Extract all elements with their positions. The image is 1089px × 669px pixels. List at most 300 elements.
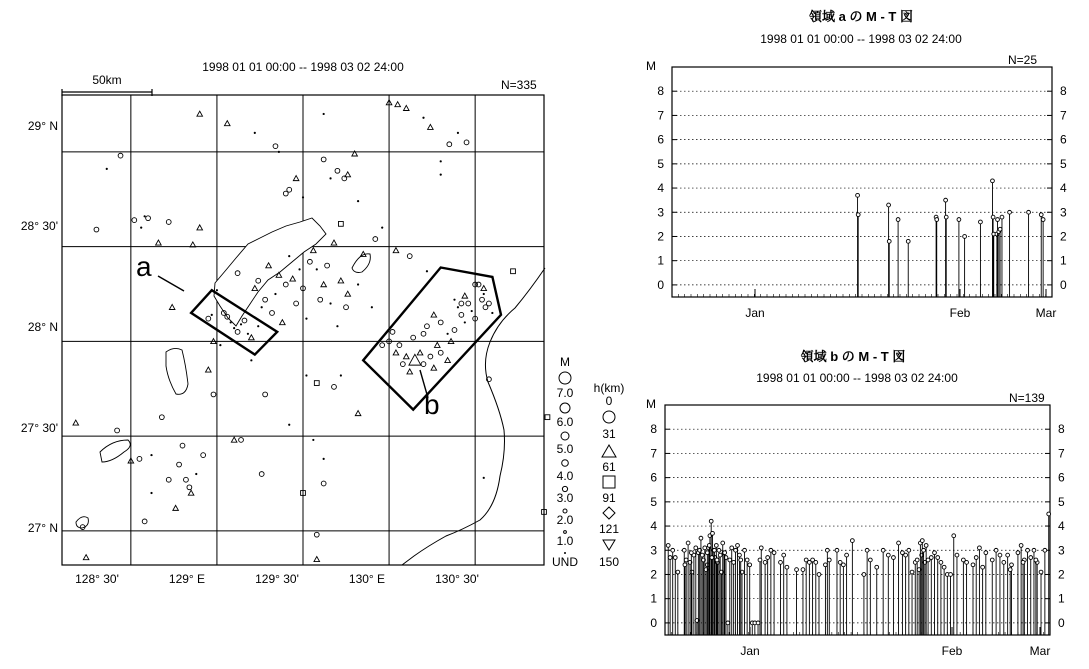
mt-a-event-point [906, 239, 910, 243]
mt-b-event-point [862, 573, 866, 577]
mt-b-event-point [850, 539, 854, 543]
epicenter-circle [259, 472, 264, 477]
mt-b-event-point [942, 565, 946, 569]
mt-b-event-point [759, 546, 763, 550]
map-epicenters [73, 100, 550, 562]
mt-a-y-tick-label: 6 [657, 132, 664, 147]
epicenter-dot [211, 314, 213, 316]
mag-symbol-6 [560, 403, 570, 413]
mt-b-event-point [1043, 548, 1047, 552]
mt-b-event-point [824, 563, 828, 567]
epicenter-circle [459, 312, 464, 317]
mt-b-event-point [897, 541, 901, 545]
legend-mag-value: 1.0 [556, 534, 574, 548]
epicenter-triangle [345, 172, 351, 177]
epicenter-triangle [393, 350, 399, 355]
mt-a-event-point [996, 218, 1000, 222]
mag-symbol-5 [561, 432, 569, 440]
epicenter-circle [483, 305, 488, 310]
epicenter-circle [118, 153, 123, 158]
epicenter-dot [150, 492, 152, 494]
epicenter-dot [261, 306, 263, 308]
mt-b-event-point [745, 558, 749, 562]
epicenter-triangle [403, 354, 409, 359]
epicenter-dot [305, 318, 307, 320]
epicenter-triangle [314, 557, 320, 562]
mt-a-event-point [856, 193, 860, 197]
epicenter-circle [480, 297, 485, 302]
mt-b-event-point [795, 568, 799, 572]
epicenter-triangle [417, 350, 423, 355]
epicenter-dot [457, 132, 459, 134]
legend-mag-value: 4.0 [556, 469, 574, 483]
epicenter-circle [201, 453, 206, 458]
lat-tick-label: 27° N [27, 521, 58, 535]
mt-b-event-point [1019, 544, 1023, 548]
epicenter-dot [305, 374, 307, 376]
epicenter-dot [447, 333, 449, 335]
epicenter-dot [329, 177, 331, 179]
legend-mag-value: 5.0 [556, 442, 574, 456]
epicenter-circle [287, 187, 292, 192]
mt-a-event-point [1000, 215, 1004, 219]
mt-b-event-point [915, 558, 919, 562]
mt-a-y-tick-label-right: 3 [1060, 205, 1067, 220]
epicenter-circle [166, 220, 171, 225]
legend-magnitude-title: M [560, 355, 570, 369]
epicenter-circle [335, 168, 340, 173]
mt-a-frame [672, 67, 1052, 297]
mt-b-subtitle: 1998 01 01 00:00 -- 1998 03 02 24:00 [756, 371, 958, 385]
epicenter-triangle [321, 282, 327, 287]
mt-a-y-tick-label: 4 [657, 181, 664, 196]
epicenter-dot [440, 173, 442, 175]
epicenter-triangle [481, 286, 487, 291]
mt-b-event-point [1010, 563, 1014, 567]
mt-b-y-tick-label-right: 1 [1058, 591, 1065, 606]
mt-b-y-tick-label-right: 7 [1058, 446, 1065, 461]
epicenter-circle [184, 477, 189, 482]
epicenter-circle [438, 320, 443, 325]
mt-b-y-tick-label-right: 3 [1058, 543, 1065, 558]
epicenter-triangle [156, 240, 162, 245]
epicenter-circle [428, 354, 433, 359]
mt-a-y-tick-label: 0 [657, 277, 664, 292]
mt-b-event-point [922, 548, 926, 552]
mt-b-event-point [726, 621, 730, 625]
epicenter-circle [142, 519, 147, 524]
mt-b-event-point [705, 551, 709, 555]
epicenter-dot [371, 306, 373, 308]
mt-b-event-point [955, 553, 959, 557]
epicenter-dot [288, 424, 290, 426]
epicenter-dot [230, 321, 232, 323]
legend-mag-value: 6.0 [556, 415, 574, 429]
mt-a-event-point [979, 220, 983, 224]
mt-a-x-tick-label: Mar [1035, 306, 1057, 320]
mt-a-y-tick-label: 3 [657, 205, 664, 220]
mt-b-event-point [981, 565, 985, 569]
epicenter-triangle [83, 555, 89, 560]
depth-symbol-diamond [603, 507, 615, 519]
mt-b-y-tick-label: 7 [650, 446, 657, 461]
depth-symbol-square [603, 476, 615, 488]
epicenter-circle [421, 362, 426, 367]
epicenter-circle [294, 301, 299, 306]
mt-b-event-point [682, 548, 686, 552]
mt-b-event-point [711, 531, 715, 535]
mt-b-y-tick-label: 5 [650, 494, 657, 509]
mt-b-event-point [715, 558, 719, 562]
mt-b-event-point [825, 548, 829, 552]
yoron-island [76, 517, 88, 528]
epicenter-circle [400, 362, 405, 367]
mt-b-event-point [673, 556, 677, 560]
epicenter-triangle [197, 225, 203, 230]
epicenter-circle [425, 324, 430, 329]
epicenter-circle [273, 144, 278, 149]
mt-b-event-point [689, 551, 693, 555]
legend-depth-value: 0 [605, 394, 613, 408]
mt-b-event-point [743, 548, 747, 552]
mt-b-event-point [1029, 556, 1033, 560]
epicenter-triangle [403, 105, 409, 110]
mt-b-event-point [676, 570, 680, 574]
epicenter-dot [316, 268, 318, 270]
mt-b-y-tick-label-right: 8 [1058, 422, 1065, 437]
epicenter-circle [318, 297, 323, 302]
lon-tick-label: 129° E [168, 572, 206, 586]
epicenter-dot [357, 200, 359, 202]
lat-tick-label: 28° 30' [20, 219, 58, 233]
mt-a-event-count: N=25 [1008, 53, 1038, 67]
mt-b-event-point [728, 558, 732, 562]
mt-b-event-point [709, 519, 713, 523]
epicenter-dot [381, 227, 383, 229]
epicenter-triangle [409, 354, 421, 365]
lat-tick-label: 28° N [27, 320, 58, 334]
region-a-leader [158, 276, 184, 291]
mt-b-event-point [929, 556, 933, 560]
mt-b-event-point [694, 546, 698, 550]
epicenter-circle [407, 254, 412, 259]
lon-tick-label: 128° 30' [75, 572, 119, 586]
map-scale-bar [62, 73, 152, 96]
tokunoshima-island [166, 348, 188, 394]
mt-a-event-point [991, 179, 995, 183]
epicenter-circle [94, 227, 99, 232]
epicenter-circle [187, 485, 192, 490]
mt-b-event-point [952, 534, 956, 538]
mt-b-event-point [949, 573, 953, 577]
mt-b-event-point [961, 558, 965, 562]
epicenter-triangle [355, 411, 361, 416]
mt-a-event-point [1008, 210, 1012, 214]
mt-b-event-point [713, 548, 717, 552]
epicenter-triangle [345, 291, 351, 296]
epicenter-dot [144, 215, 146, 217]
epicenter-dot [195, 473, 197, 475]
epicenter-circle [421, 331, 426, 336]
epicenter-circle [263, 392, 268, 397]
epicenter-triangle [206, 367, 212, 372]
epicenter-circle [447, 142, 452, 147]
mt-a-event-point [856, 213, 860, 217]
epicenter-triangle [338, 278, 344, 283]
mt-b-event-point [699, 536, 703, 540]
region-b-label: b [424, 389, 440, 420]
mt-b-x-tick-label: Mar [1029, 644, 1051, 658]
epicenter-dot [422, 117, 424, 119]
mt-b-y-tick-label-right: 0 [1058, 615, 1065, 630]
mt-b-event-point [886, 553, 890, 557]
mt-b-x-tick-label: Jan [740, 644, 760, 658]
mt-a-y-tick-label: 1 [657, 253, 664, 268]
map-scale-label: 50km [92, 73, 122, 87]
mt-b-event-point [924, 544, 928, 548]
epicenter-dot [254, 132, 256, 134]
mt-a-y-tick-label: 5 [657, 156, 664, 171]
mt-b-event-point [971, 563, 975, 567]
epicenter-triangle [395, 102, 401, 107]
mt-b-event-point [748, 563, 752, 567]
mt-a-event-point [957, 218, 961, 222]
mt-b-event-point [700, 553, 704, 557]
epicenter-dot [483, 477, 485, 479]
mt-a-y-tick-label-right: 4 [1060, 181, 1067, 196]
mt-b-event-point [738, 553, 742, 557]
mt-b-event-point [684, 558, 688, 562]
mt-a-event-point [1027, 210, 1031, 214]
mt-b-event-point [721, 541, 725, 545]
epicenter-circle [283, 282, 288, 287]
epicenter-dot [336, 325, 338, 327]
mt-b-y-tick-label: 2 [650, 567, 657, 582]
epicenter-circle [180, 443, 185, 448]
legend-mag-value: 7.0 [556, 386, 574, 400]
mt-a-event-point [998, 227, 1002, 231]
legend-mag-value: UND [552, 555, 578, 569]
epicenter-circle [438, 350, 443, 355]
epicenter-dot [216, 289, 218, 291]
mt-a-y-tick-label: 2 [657, 229, 664, 244]
epicenter-circle [321, 157, 326, 162]
mt-b-event-point [732, 560, 736, 564]
mt-b-event-point [718, 553, 722, 557]
mt-a-event-point [896, 218, 900, 222]
mt-a-plot-area [657, 67, 1067, 297]
epicenter-dot [471, 310, 473, 312]
mt-b-plot-area [650, 405, 1065, 635]
mt-a-y-tick-label-right: 8 [1060, 84, 1067, 99]
mt-b-event-point [785, 565, 789, 569]
epicenter-circle [466, 301, 471, 306]
epicenter-dot [483, 293, 485, 295]
mt-b-event-point [939, 560, 943, 564]
mag-symbol-4 [562, 460, 569, 467]
epicenter-triangle [311, 248, 317, 253]
mt-b-x-tick-label: Feb [941, 644, 963, 658]
mt-b-event-point [865, 548, 869, 552]
mt-a-event-point [963, 235, 967, 239]
epicenter-map-panel [21, 60, 550, 586]
depth-symbol-circle [603, 411, 615, 423]
epicenter-circle [211, 392, 216, 397]
region-a-label: a [136, 251, 152, 282]
mt-b-event-point [933, 551, 937, 555]
amami-oshima-island [214, 218, 326, 326]
epicenter-dot [298, 268, 300, 270]
mt-b-event-point [984, 551, 988, 555]
mt-b-event-point [907, 548, 911, 552]
mt-b-event-point [714, 544, 718, 548]
mt-b-y-tick-label: 0 [650, 615, 657, 630]
okinoerabu-island [100, 440, 130, 462]
epicenter-circle [235, 329, 240, 334]
mt-b-y-tick-label: 1 [650, 591, 657, 606]
epicenter-circle [390, 329, 395, 334]
map-event-count: N=335 [501, 78, 537, 92]
epicenter-triangle [173, 505, 179, 510]
epicenter-circle [464, 140, 469, 145]
epicenter-dot [340, 374, 342, 376]
epicenter-triangle [331, 240, 337, 245]
mt-b-y-tick-label: 4 [650, 519, 657, 534]
mt-a-y-tick-label-right: 0 [1060, 277, 1067, 292]
depth-symbol-triangle [602, 445, 616, 457]
mt-b-event-point [1032, 548, 1036, 552]
legend-mag-value: 2.0 [556, 513, 574, 527]
mt-b-event-point [686, 541, 690, 545]
legend-mag-value: 3.0 [556, 491, 574, 505]
mag-symbol-1 [564, 531, 567, 534]
epicenter-triangle [280, 320, 286, 325]
mt-b-event-point [990, 558, 994, 562]
mt-b-event-point [827, 558, 831, 562]
mt-b-event-point [1002, 560, 1006, 564]
mt-b-event-point [1006, 553, 1010, 557]
epicenter-triangle [197, 111, 203, 116]
mt-a-event-point [1041, 218, 1045, 222]
mt-b-y-tick-label: 3 [650, 543, 657, 558]
epicenter-triangle [249, 335, 255, 340]
mt-b-event-point [978, 546, 982, 550]
epicenter-triangle [188, 490, 194, 495]
epicenter-circle [321, 481, 326, 486]
mt-b-event-point [763, 560, 767, 564]
mt-b-event-point [782, 553, 786, 557]
mt-a-event-point [944, 215, 948, 219]
mt-a-subtitle: 1998 01 01 00:00 -- 1998 03 02 24:00 [760, 32, 962, 46]
mt-b-event-point [730, 546, 734, 550]
mt-b-event-point [717, 548, 721, 552]
mt-b-event-point [817, 573, 821, 577]
mt-a-y-tick-label: 7 [657, 108, 664, 123]
mt-b-event-point [881, 548, 885, 552]
mt-b-event-point [668, 556, 672, 560]
mt-b-event-point [766, 556, 770, 560]
mt-b-title: 領域 b の M - T 図 [800, 349, 906, 364]
mt-a-y-label: M [646, 59, 656, 73]
epicenter-circle [206, 316, 211, 321]
mt-b-event-point [703, 546, 707, 550]
mt-diagram-region-a [646, 9, 1067, 320]
depth-symbol-inverted-triangle [603, 540, 615, 550]
mt-b-event-point [910, 570, 914, 574]
epicenter-circle [314, 532, 319, 537]
epicenter-triangle [407, 369, 413, 374]
legend-depth-title: h(km) [593, 381, 625, 395]
mt-b-event-point [920, 539, 924, 543]
epicenter-dot [426, 270, 428, 272]
legend-depth-value: 91 [602, 491, 616, 505]
mt-b-event-point [1047, 512, 1051, 516]
mt-b-event-point [772, 551, 776, 555]
epicenter-dot [278, 151, 280, 153]
epicenter-dot [288, 255, 290, 257]
epicenter-dot [233, 327, 235, 329]
epicenter-circle [159, 415, 164, 420]
epicenter-dot [240, 323, 242, 325]
map-graticule [62, 95, 544, 565]
epicenter-triangle [224, 121, 230, 126]
epicenter-circle [146, 216, 151, 221]
mt-b-event-point [814, 560, 818, 564]
epicenter-triangle [428, 124, 434, 129]
epicenter-triangle [434, 342, 440, 347]
epicenter-dot [464, 321, 466, 323]
epicenter-triangle [169, 304, 175, 309]
mt-diagram-region-b [646, 349, 1065, 658]
mt-b-event-point [807, 560, 811, 564]
legend-depth-value: 150 [598, 555, 620, 569]
mt-b-event-point [710, 556, 714, 560]
epicenter-triangle [431, 365, 437, 370]
legend-depth-value: 61 [602, 460, 616, 474]
epicenter-triangle [393, 248, 399, 253]
epicenter-circle [242, 318, 247, 323]
mt-b-event-point [779, 560, 783, 564]
epicenter-dot [357, 283, 359, 285]
mt-b-event-count: N=139 [1009, 391, 1045, 405]
epicenter-dot [302, 196, 304, 198]
mt-b-event-point [875, 565, 879, 569]
epicenter-dot [274, 293, 276, 295]
mt-b-event-point [756, 621, 760, 625]
mt-b-event-point [845, 553, 849, 557]
epicenter-dot [323, 458, 325, 460]
mt-b-y-tick-label: 8 [650, 422, 657, 437]
mt-a-x-tick-label: Feb [949, 306, 971, 320]
epicenter-circle [307, 259, 312, 264]
mt-b-event-point [1021, 560, 1025, 564]
epicenter-circle [239, 438, 244, 443]
epicenter-triangle [231, 437, 237, 442]
epicenter-circle [380, 343, 385, 348]
epicenter-triangle [290, 276, 296, 281]
mt-b-y-tick-label: 6 [650, 470, 657, 485]
mt-a-event-point [1039, 213, 1043, 217]
map-legend [552, 355, 624, 569]
epicenter-circle [459, 301, 464, 306]
mt-b-event-point [994, 548, 998, 552]
epicenter-dot [329, 302, 331, 304]
mt-b-event-point [1008, 568, 1012, 572]
epicenter-dot [457, 306, 459, 308]
epicenter-square [314, 381, 319, 386]
epicenter-dot [150, 454, 152, 456]
lon-tick-label: 130° 30' [435, 572, 479, 586]
